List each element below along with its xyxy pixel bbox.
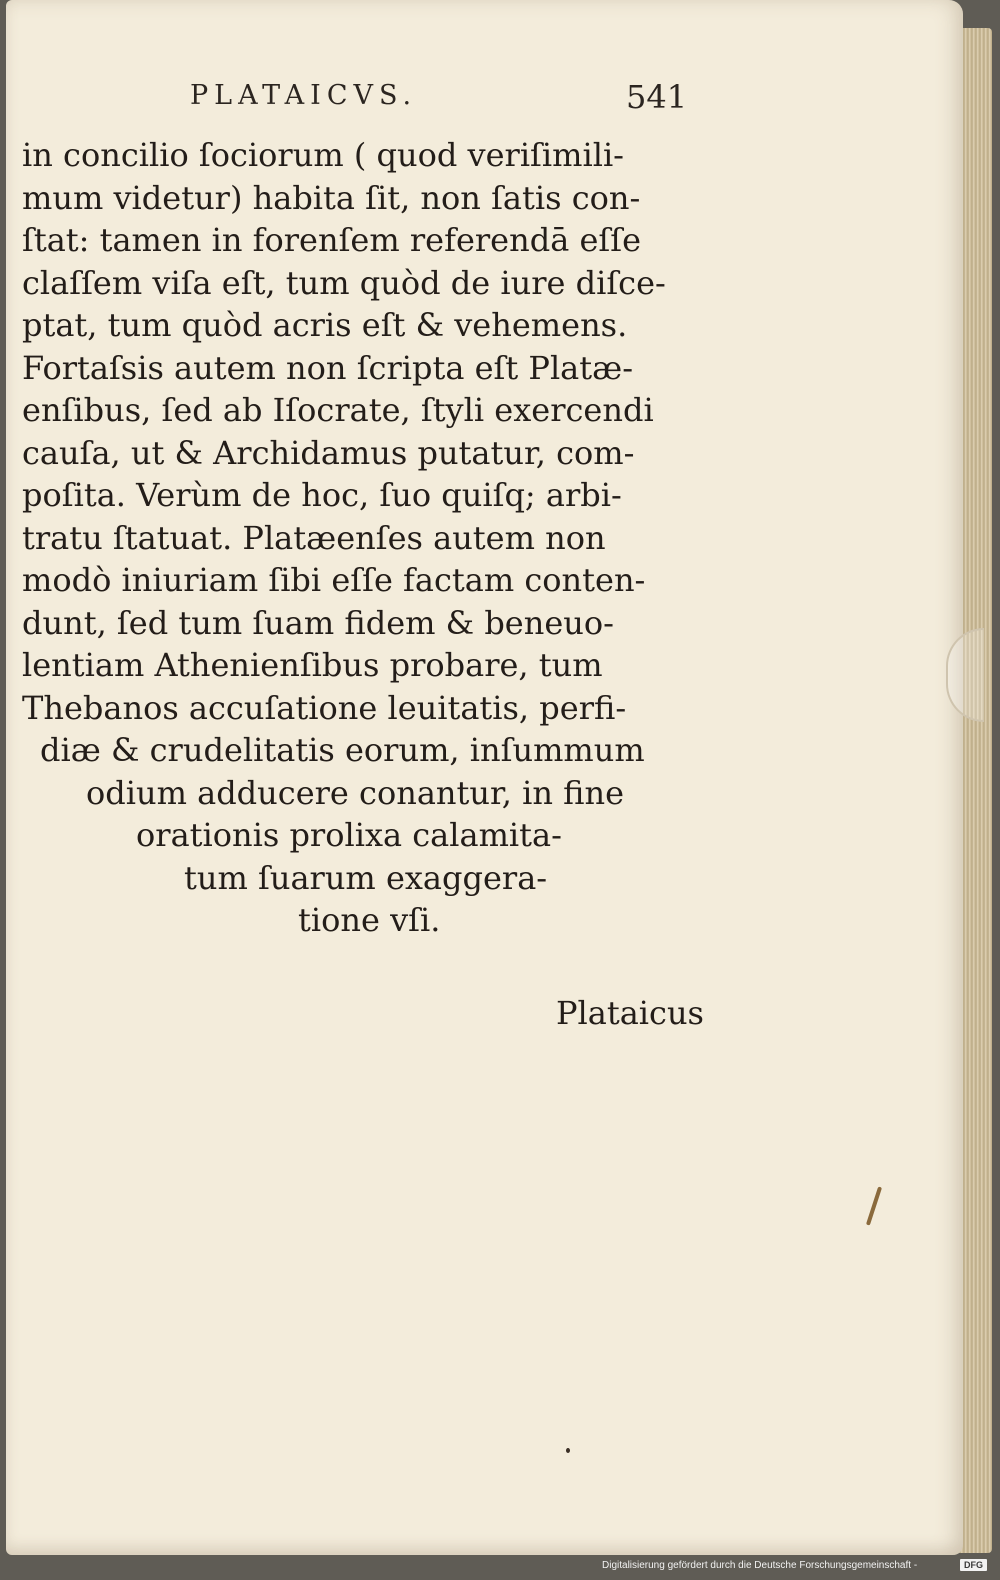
text-line: mum videtur) habita ſit, non ſatis con- [22,178,641,217]
text-line: diæ & crudelitatis eorum, inſummum [40,731,645,769]
text-line: ſtat: tamen in forenſem referendā eſſe [22,221,642,259]
text-line: cauſa, ut & Archidamus putatur, com- [22,433,635,472]
digitization-credit: Digitalisierung gefördert durch die Deutsche Forschungsgemeinschaft - [602,1560,918,1571]
text-line: tratu ſtatuat. Platæenſes autem non [22,518,606,557]
text-line: in concilio ſociorum ( quod veriſimili- [22,136,624,174]
text-line: odium adducere conantur, in fine [86,773,625,812]
body-text [22,134,722,942]
text-line: tum ſuarum exaggera- [184,858,548,897]
text-line: orationis prolixa calamita- [136,816,562,854]
text-line: claſſem viſa eſt, tum quòd de iure diſce- [22,263,666,302]
page-number: 541 [626,78,688,116]
text-line: lentiam Athenienſibus probare, tum [22,646,603,684]
ink-dot [566,1448,570,1453]
text-line: Fortaſsis autem non ſcripta eſt Platæ- [22,348,633,387]
text-line: dunt, ſed tum ſuam fidem & beneuo- [22,603,614,642]
text-line: ptat, tum quòd acris eſt & vehemens. [22,306,628,344]
catchword: Plataicus [556,994,704,1032]
text-line: tione vſi. [298,901,441,939]
dfg-logo: DFG [960,1559,987,1571]
running-head: PLATAICVS. [190,80,418,111]
page-edges [958,28,992,1553]
text-line: poſita. Verùm de hoc, ſuo quiſq; arbi- [22,476,622,514]
text-line: enſibus, ſed ab Iſocrate, ſtyli exercendi [22,391,654,429]
text-line: modò iniuriam ſibi eſſe factam conten- [22,561,646,599]
text-line: Thebanos accuſatione leuitatis, perfi- [22,688,627,727]
